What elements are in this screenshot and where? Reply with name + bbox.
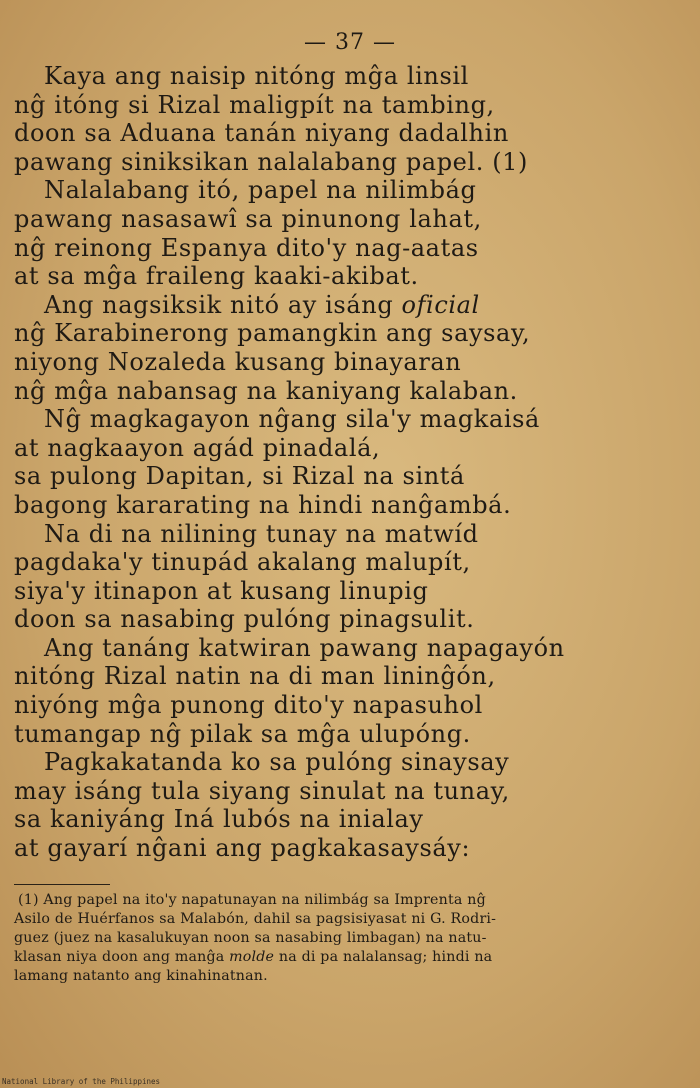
poem-line: sa pulong Dapitan, si Rizal na sintá: [14, 462, 465, 491]
poem-line: Kaya ang naisip nitóng mĝa linsil: [44, 62, 469, 90]
poem-line: nĝ Karabinerong pamangkin ang saysay,: [14, 319, 531, 348]
poem-line: Na di na nilining tunay na matwíd: [44, 519, 479, 548]
poem-line: bagong kararating na hindi nanĝambá.: [14, 490, 512, 519]
poem-line: nitóng Rizal natin na di man lininĝón,: [14, 662, 496, 691]
footnote: [14, 891, 654, 986]
poem-line: Ang tanáng katwiran pawang napagayón: [44, 633, 565, 662]
poem-line: doon sa Aduana tanán niyang dadalhin: [14, 119, 509, 148]
poem-line: at nagkaayon agád pinadalá,: [14, 433, 381, 462]
poem-line: doon sa nasabing pulóng pinagsulit.: [14, 605, 475, 634]
poem-line: nĝ reinong Espanya dito'y nag-aatas: [14, 233, 479, 262]
poem-line: niyong Nozaleda kusang binayaran: [14, 347, 462, 376]
poem-line: at gayarí nĝani ang pagkakasaysáy:: [14, 834, 471, 863]
footnote-divider: [14, 884, 110, 885]
footnote-line: guez (juez na kasalukuyan noon sa nasabing limbagan) na natu-: [14, 930, 487, 946]
poem-line: Ang nagsiksik nitó ay isáng oficial: [44, 290, 480, 319]
poem-line: pawang nasasawî sa pinunong lahat,: [14, 204, 482, 233]
poem-line: tumangap nĝ pilak sa mĝa ulupóng.: [14, 719, 471, 748]
poem-line: nĝ itóng si Rizal maligpít na tambing,: [14, 90, 495, 119]
poem-line: sa kaniyáng Iná lubós na inialay: [14, 805, 424, 834]
poem-line: niyóng mĝa punong dito'y napasuhol: [14, 691, 483, 720]
poem-line: siya'y itinapon at kusang linupig: [14, 576, 429, 605]
poem-line: nĝ mĝa nabansag na kaniyang kalaban.: [14, 376, 518, 405]
poem-body: [14, 62, 654, 863]
poem-line: pawang siniksikan nalalabang papel. (1): [14, 147, 528, 176]
poem-line: may isáng tula siyang sinulat na tunay,: [14, 776, 510, 805]
footnote-line: Asilo de Huérfanos sa Malabón, dahil sa pagsisiyasat ni G. Rodri-: [14, 911, 497, 927]
footnote-line: klasan niya doon ang manĝa molde na di pa nalalansag; hindi na: [14, 949, 493, 965]
footnote-line: lamang natanto ang kinahinatnan.: [14, 968, 268, 984]
page-number: — 37 —: [304, 30, 396, 55]
poem-line: at sa mĝa fraileng kaaki-akibat.: [14, 262, 419, 291]
poem-line: Nĝ magkagayon nĝang sila'y magkaisá: [44, 405, 540, 434]
poem-line: pagdaka'y tinupád akalang malupít,: [14, 548, 471, 577]
library-credit: National Library of the Philippines: [2, 1077, 161, 1086]
footnote-line: (1) Ang papel na ito'y napatunayan na nilimbág sa Imprenta nĝ: [18, 892, 486, 908]
poem-line: Nalalabang itó, papel na nilimbág: [44, 176, 477, 205]
poem-line: Pagkakatanda ko sa pulóng sinaysay: [44, 748, 510, 777]
